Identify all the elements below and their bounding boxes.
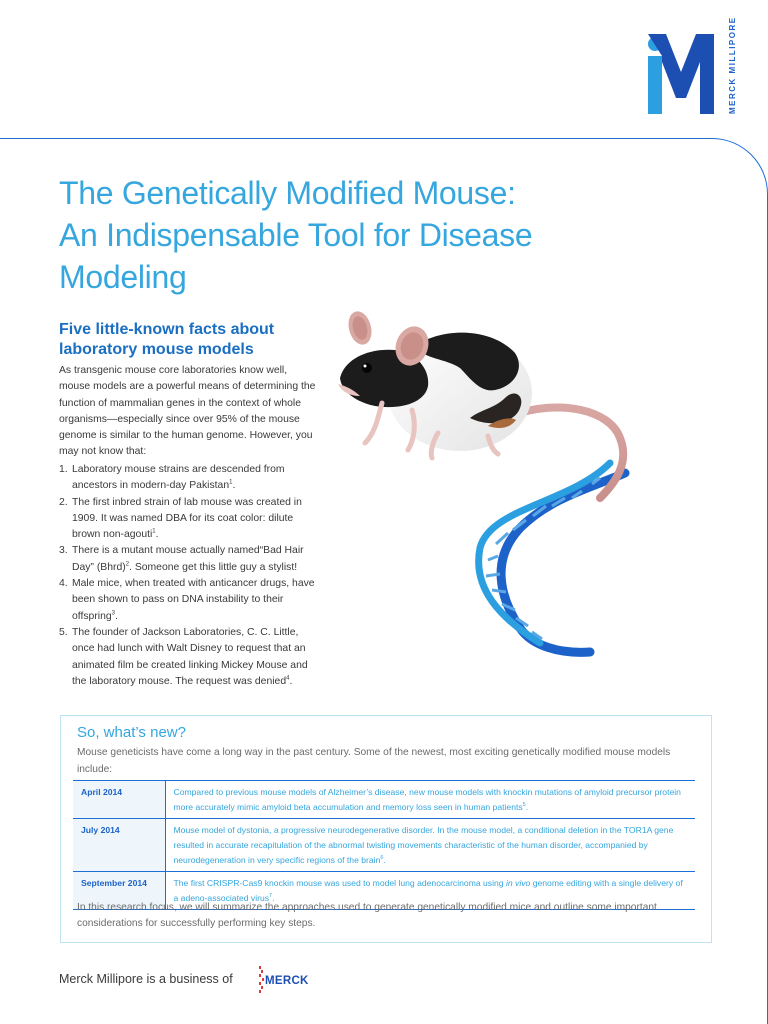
merck-millipore-logo <box>646 34 716 118</box>
facts-intro: As transgenic mouse core laboratories know well, mouse models are a powerful means of determining the function of mammalian genes in the context of whole organisms—especially since over 95% of the mouse genome is similar to the human genome. However, you may not know that: <box>59 365 316 458</box>
title-line: An Indispensable Tool for Disease <box>59 217 533 253</box>
fact-text: There is a mutant mouse actually named“Bad Hair Day” (Bhrd) <box>72 545 304 573</box>
fact-ref: 1 <box>229 479 233 486</box>
fact-ref: 1 <box>152 528 156 535</box>
facts-heading-line: laboratory mouse models <box>59 341 254 358</box>
fact-text: Male mice, when treated with anticancer drugs, have been shown to pass on DNA instability to their offspring <box>72 578 315 622</box>
whats-new-heading: So, what’s new? <box>77 724 186 741</box>
fact-end: . <box>155 529 159 541</box>
fact-number: 3. <box>59 545 68 557</box>
table-row <box>73 819 695 872</box>
table-row <box>73 781 695 819</box>
row-description <box>165 819 695 872</box>
fact-item <box>59 625 317 690</box>
whats-new-box <box>60 715 712 943</box>
row-text: Mouse model of dystonia, a progressive neurodegenerative disorder. In the mouse model, a conditional deletion in the TOR1A gene resulted in accurate recapitulation of the abnormal twisting movements characteristic of the human disorder, accompanied by neurodegeneration in very specific regions of the brain <box>173 825 674 865</box>
row-ref: 5 <box>522 802 526 809</box>
models-table <box>73 780 695 910</box>
facts-heading <box>59 320 309 360</box>
row-text-mid: genome editing with a single delivery of a adeno-associated virus <box>173 878 683 903</box>
whats-new-intro: Mouse geneticists have come a long way in the past century. Some of the newest, most exciting genetically modified mouse models include: <box>77 747 671 775</box>
fact-text: Laboratory mouse strains are descended from ancestors in modern-day Pakistan <box>72 464 285 492</box>
row-date: September 2014 <box>73 872 165 910</box>
row-italic: in vivo <box>505 878 531 888</box>
row-text: The first CRISPR-Cas9 knockin mouse was used to model lung adenocarcinoma using <box>173 878 506 888</box>
fact-text: The first inbred strain of lab mouse was created in 1909. It was named DBA for its coat color: dilute brown non-agouti <box>72 496 302 541</box>
fact-end: . <box>289 675 293 687</box>
row-description <box>165 781 695 819</box>
facts-list <box>59 462 317 690</box>
merck-wordmark: MERCK <box>265 975 309 987</box>
row-text: Compared to previous mouse models of Alzheimer’s disease, new mouse models with knockin mutations of amyloid precursor protein more accurately mimic amyloid beta accumulation and memory loss seen in human patients <box>173 787 681 812</box>
row-date: July 2014 <box>73 819 165 872</box>
fact-number: 4. <box>59 578 68 590</box>
title-line: Modeling <box>59 259 187 295</box>
fact-end: . <box>115 610 118 622</box>
whats-new-outro: In this research focus, we will summarize the approaches used to generate genetically modified mice and outline some important considerations for successfully performing key steps. <box>77 902 657 929</box>
fact-ref: 3 <box>111 610 116 617</box>
row-text-end: . <box>272 893 275 903</box>
brand-vertical-name: MERCK MILLIPORE <box>728 16 737 114</box>
fact-end: . <box>232 480 236 492</box>
mouse-icon <box>338 309 532 458</box>
fact-item <box>59 462 317 495</box>
fact-item <box>59 543 317 576</box>
fact-number: 2. <box>59 496 68 508</box>
row-text-end: . <box>383 855 386 865</box>
fact-end: . Someone get this little guy a stylist! <box>129 561 298 573</box>
mouse-dna-illustration <box>320 298 650 678</box>
fact-item <box>59 495 317 544</box>
footer-text: Merck Millipore is a business of <box>59 972 233 986</box>
fact-number: 5. <box>59 626 68 638</box>
fact-item <box>59 576 317 625</box>
title-line: The Genetically Modified Mouse: <box>59 175 516 211</box>
row-date: April 2014 <box>73 781 165 819</box>
row-text-end: . <box>525 802 529 812</box>
page-title <box>59 172 599 298</box>
fact-number: 1. <box>59 464 68 475</box>
row-ref: 6 <box>380 855 384 862</box>
fact-ref: 4 <box>286 675 290 682</box>
facts-heading-line: Five little-known facts about <box>59 321 275 338</box>
fact-ref: 2 <box>125 561 130 568</box>
fact-text: The founder of Jackson Laboratories, C. C. Little, once had lunch with Walt Disney to request that an animated film be created linking Mickey Mouse and the laboratory mouse. The request was denied <box>72 626 308 687</box>
row-ref: 7 <box>269 893 273 900</box>
